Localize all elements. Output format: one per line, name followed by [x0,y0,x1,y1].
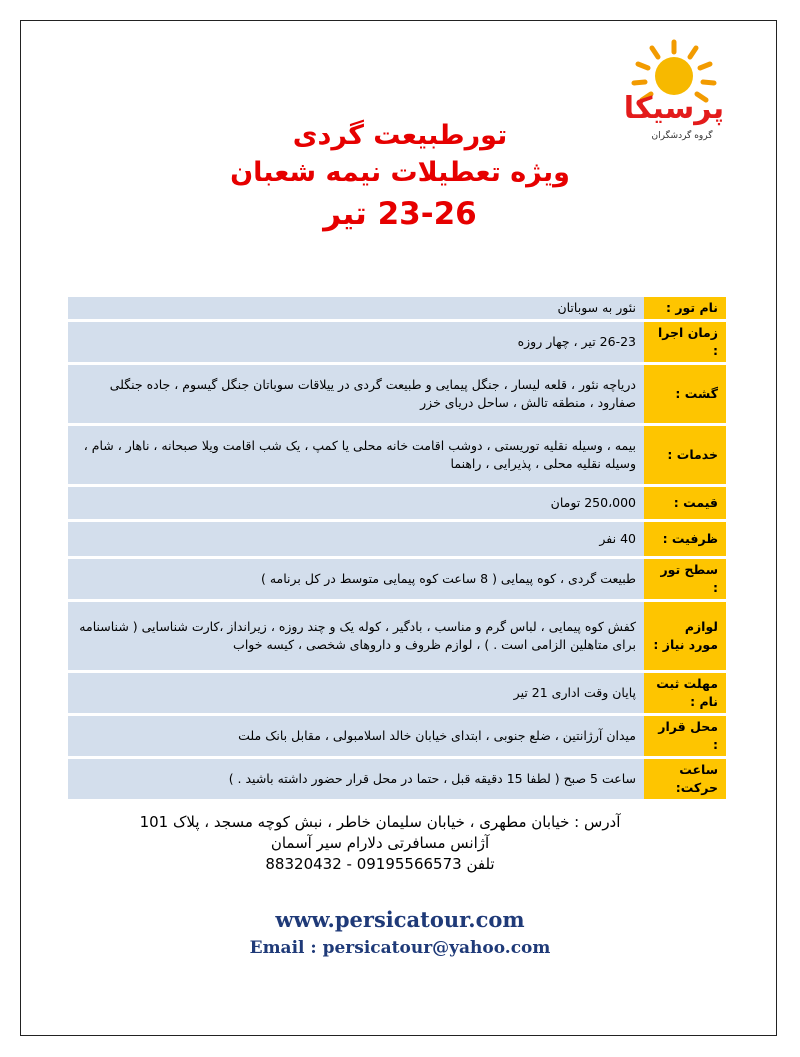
info-value: 40 نفر [68,522,644,556]
info-value: طبیعت گردی ، کوه پیمایی ( 8 ساعت کوه پیمایی متوسط در کل برنامه ) [68,559,644,599]
info-row [68,602,726,670]
info-row [68,522,726,556]
agency-name: آژانس مسافرتی دلارام سیر آسمان [270,834,490,852]
info-label: زمان اجرا : [644,322,726,362]
info-row [68,365,726,423]
tour-info-table [68,294,726,802]
svg-text:گروه گردشگران: گروه گردشگران [651,131,713,141]
info-label: ظرفیت : [644,522,726,556]
info-row [68,322,726,362]
info-label: مهلت ثبت نام : [644,673,726,713]
title-dates: 23-26 تیر [323,196,477,232]
info-value: ساعت 5 صبح ( لطفا 15 دقیقه قبل ، حتما در محل قرار حضور داشته باشید . ) [68,759,644,799]
info-label: گشت : [644,365,726,423]
info-row [68,673,726,713]
title-line-1: تورطبیعت گردی [292,120,508,151]
website-link[interactable]: www.persicatour.com [275,907,525,932]
info-row [68,559,726,599]
info-value: نئور به سوباتان [68,297,644,319]
title-line-2: ویژه تعطیلات نیمه شعبان [230,157,570,188]
info-value: کفش کوه پیمایی ، لباس گرم و مناسب ، بادگیر ، کوله یک و چند روزه ، زیرانداز ،کارت شناسایی ( شناسنامه برای متاهلین الزامی است . ) ، لوازم ظروف و داروهای شخصی ، کیسه خواب [68,602,644,670]
info-label: سطح تور : [644,559,726,599]
tour-title [150,118,650,236]
info-row [68,759,726,799]
info-label: قیمت : [644,487,726,519]
info-value: 26-23 تیر ، چهار روزه [68,322,644,362]
svg-text:پرسیکا: پرسیکا [623,91,722,126]
info-value: دریاچه نئور ، قلعه لیسار ، جنگل پیمایی و طبیعت گردی در ییلاقات سوباتان جنگل گیسوم ، جاده جنگلی صفارود ، منطقه تالش ، ساحل دریای خزر [68,365,644,423]
info-value: پایان وقت اداری 21 تیر [68,673,644,713]
contact-block [40,812,720,875]
info-label: محل قرار : [644,716,726,756]
info-row [68,716,726,756]
web-links [150,905,650,961]
email-link[interactable]: Email : persicatour@yahoo.com [249,938,551,958]
info-value: بیمه ، وسیله نقلیه توریستی ، دوشب اقامت خانه محلی یا کمپ ، یک شب اقامت ویلا صبحانه ، ناهار ، شام ، وسیله نقلیه محلی ، پذیرایی ، راهنما [68,426,644,484]
info-row [68,487,726,519]
phone-text: تلفن 09195566573 - 88320432 [265,855,495,873]
info-row [68,297,726,319]
info-value: 250،000 تومان [68,487,644,519]
info-value: میدان آرژانتین ، ضلع جنوبی ، ابتدای خیابان خالد اسلامبولی ، مقابل بانک ملت [68,716,644,756]
info-label: ساعت حرکت: [644,759,726,799]
info-label: نام تور : [644,297,726,319]
info-row [68,426,726,484]
info-label: خدمات : [644,426,726,484]
info-label: لوازم مورد نیاز : [644,602,726,670]
address-text: آدرس : خیابان مطهری ، خیابان سلیمان خاطر ، نبش کوچه مسجد ، پلاک 101 [139,813,621,831]
